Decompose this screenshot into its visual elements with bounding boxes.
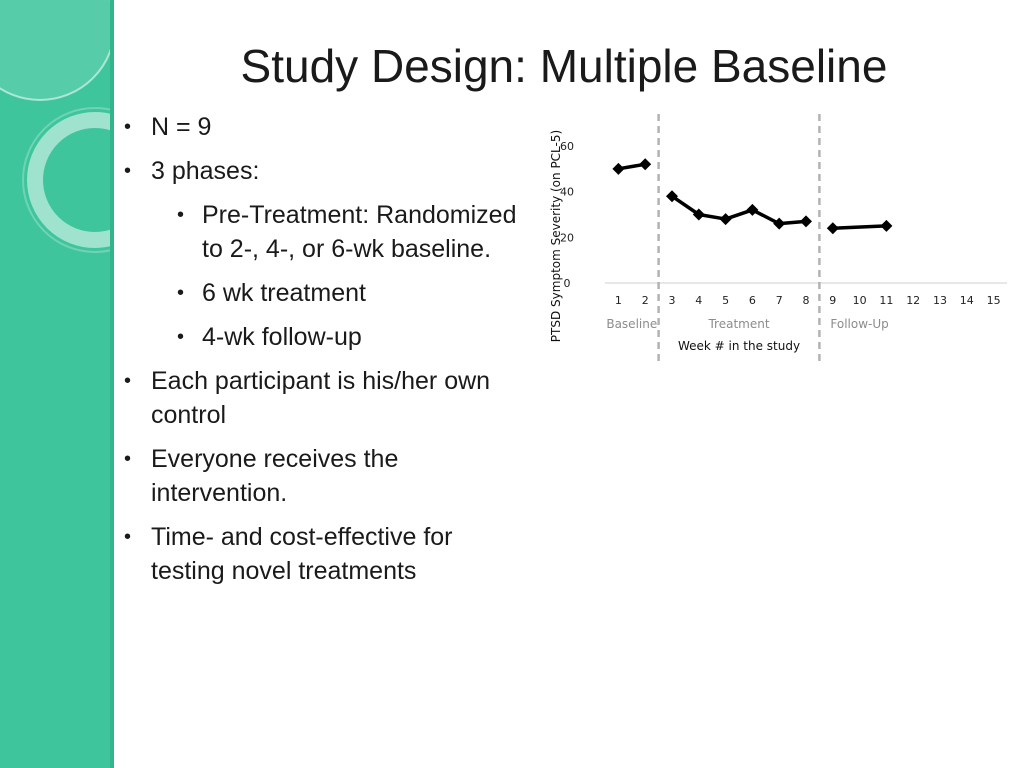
decorative-circles bbox=[0, 0, 114, 768]
x-tick-label: 12 bbox=[906, 294, 921, 307]
bullet-item bbox=[124, 154, 524, 188]
ptsd-severity-chart bbox=[545, 108, 1015, 368]
x-tick-label: 4 bbox=[695, 294, 703, 307]
series-line bbox=[672, 196, 806, 223]
y-tick-label: 20 bbox=[560, 231, 574, 245]
y-axis-label: PTSD Symptom Severity (on PCL-5) bbox=[549, 129, 563, 343]
x-tick-label: 7 bbox=[775, 294, 783, 307]
data-point-marker bbox=[612, 163, 624, 175]
bullet-item bbox=[124, 442, 524, 510]
bullet-glyph: • bbox=[124, 526, 132, 548]
x-tick-label: 14 bbox=[959, 294, 974, 307]
y-tick-label: 0 bbox=[563, 277, 571, 290]
x-tick-label: 6 bbox=[748, 294, 756, 307]
phase-label: Baseline bbox=[606, 317, 658, 331]
bullet-text: 3 phases: bbox=[151, 157, 260, 185]
phase-label: Follow-Up bbox=[830, 317, 889, 331]
phase-label: Treatment bbox=[708, 317, 770, 331]
bullet-list bbox=[124, 110, 524, 588]
bullet-glyph: • bbox=[177, 326, 185, 348]
bullet-glyph: • bbox=[177, 204, 185, 226]
data-point-marker bbox=[773, 218, 785, 230]
bullet-text: 4-wk follow-up bbox=[202, 323, 362, 351]
x-tick-label: 8 bbox=[802, 294, 810, 307]
bullet-text: N = 9 bbox=[151, 113, 212, 141]
x-tick-label: 15 bbox=[986, 294, 1001, 307]
sub-bullet-item bbox=[124, 198, 524, 266]
slide-title: Study Design: Multiple Baseline bbox=[240, 40, 888, 92]
bullet-glyph: • bbox=[124, 160, 132, 182]
bullet-text: Each participant is his/her own control bbox=[151, 367, 491, 429]
x-tick-label: 5 bbox=[722, 294, 730, 307]
sub-bullet-item bbox=[124, 320, 524, 354]
bullet-glyph: • bbox=[177, 282, 185, 304]
bullet-text: 6 wk treatment bbox=[202, 279, 366, 307]
bullet-item bbox=[124, 520, 524, 588]
x-axis-label: Week # in the study bbox=[677, 339, 801, 353]
x-tick-label: 2 bbox=[641, 294, 649, 307]
x-tick-label: 13 bbox=[933, 294, 947, 307]
x-tick-label: 1 bbox=[614, 294, 622, 307]
bullet-glyph: • bbox=[124, 370, 132, 392]
x-tick-label: 9 bbox=[829, 294, 837, 307]
bullet-text: Everyone receives the intervention. bbox=[151, 445, 399, 507]
series-line bbox=[833, 226, 887, 228]
y-tick-label: 40 bbox=[560, 185, 574, 199]
data-point-marker bbox=[880, 220, 892, 232]
data-point-marker bbox=[746, 204, 758, 216]
bullet-item bbox=[124, 110, 524, 144]
y-tick-label: 60 bbox=[560, 140, 574, 153]
sub-bullet-item bbox=[124, 276, 524, 310]
decorative-sidebar bbox=[0, 0, 114, 768]
bullet-item bbox=[124, 364, 524, 432]
x-tick-label: 11 bbox=[879, 294, 894, 307]
x-tick-label: 10 bbox=[852, 294, 867, 307]
data-point-marker bbox=[800, 215, 812, 227]
bullet-glyph: • bbox=[124, 116, 132, 138]
x-tick-label: 3 bbox=[668, 294, 676, 307]
bullet-text: Time- and cost-effective for testing novel treatments bbox=[151, 523, 453, 585]
data-point-marker bbox=[720, 213, 732, 225]
bullet-glyph: • bbox=[124, 448, 132, 470]
data-point-marker bbox=[639, 158, 651, 170]
data-point-marker bbox=[827, 222, 839, 234]
bullet-text: Pre-Treatment: Randomized to 2-, 4-, or 6-wk baseline. bbox=[202, 201, 517, 263]
